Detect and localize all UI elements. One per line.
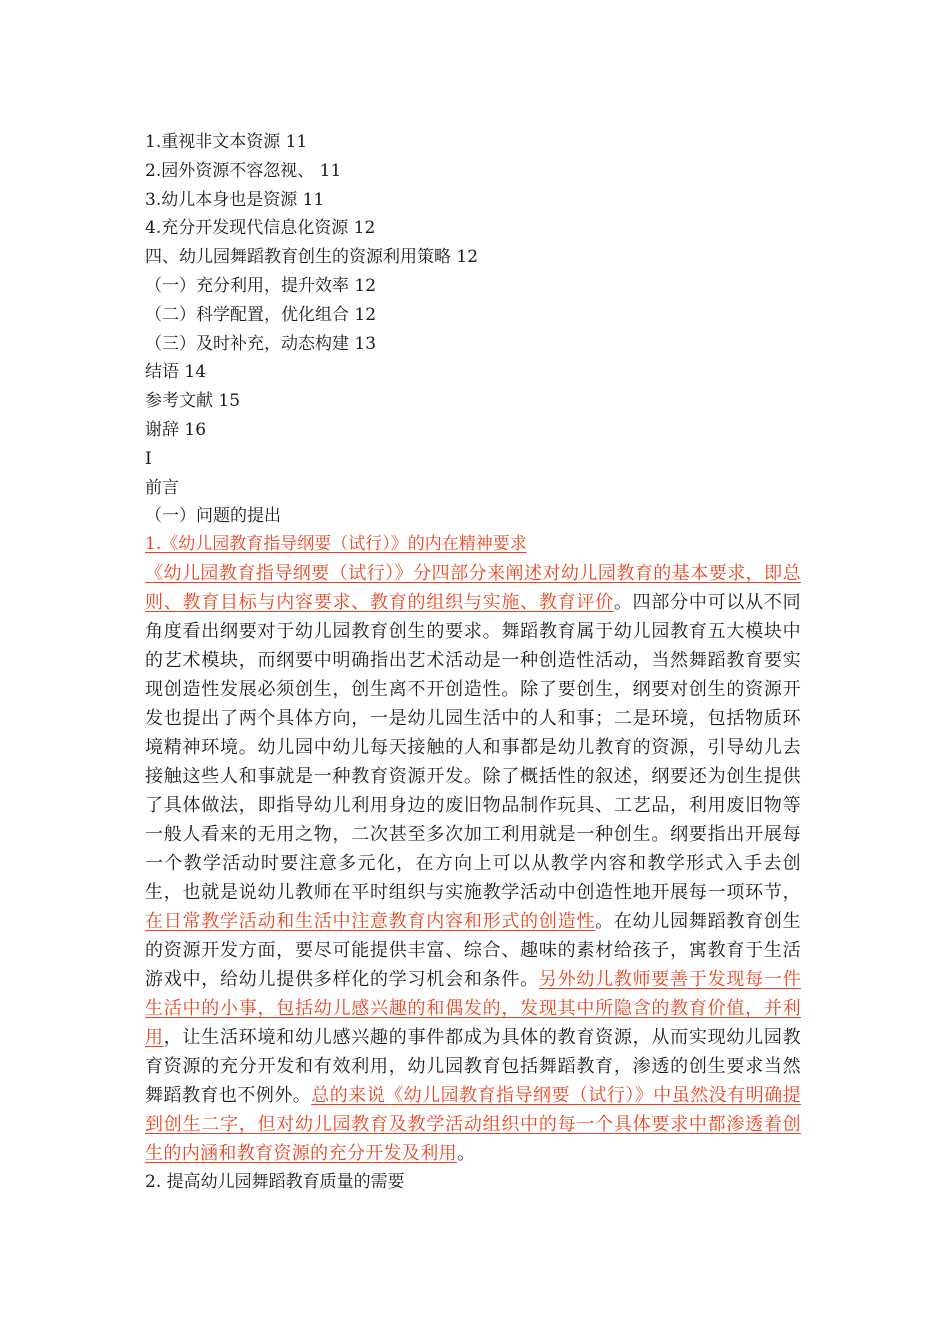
body-text: 。在幼儿园舞蹈教育创生的资源开发方面，要尽可能提供丰富、综合、趣味的素材给孩子，寓教育于生活游戏中，给幼儿提供多样化的学习机会和条件。 <box>145 911 801 990</box>
toc-item: 参考文献 15 <box>145 391 241 412</box>
toc-item: 4.充分开发现代信息化资源 12 <box>145 218 376 239</box>
body-text: 。 <box>456 1143 476 1164</box>
body-text: ，让生活环境和幼儿感兴趣的事件都成为具体的教育资源，从而实现幼儿园教育资源的充分开发和有效利用，幼儿园教育包括舞蹈教育，渗透的创生要求当然舞蹈教育也不例外。 <box>145 1027 801 1106</box>
toc-item: 1.重视非文本资源 11 <box>145 132 308 152</box>
toc-item: （一）充分利用，提升效率 12 <box>145 275 377 296</box>
paragraph <box>145 559 801 1168</box>
highlighted-text: 《幼儿园教育指导纲要（试行）》分四部分来阐述对幼儿园教育的基本要求，即总则、教育目标与内容要求、教育的组织与实施、教育评价 <box>145 563 801 613</box>
toc-item: 3.幼儿本身也是资源 11 <box>145 189 325 210</box>
body-text: 。四部分中可以从不同角度看出纲要对于幼儿园教育创生的要求。舞蹈教育属于幼儿园教育五大模块中的艺术模块，而纲要中明确指出艺术活动是一种创造性活动，当然舞蹈教育要实现创造性发展必须创生，创生离不开创造性。除了要创生，纲要对创生的资源开发也提出了两个具体方向，一是幼儿园生活中的人和事；二是环境，包括物质环境精神环境。幼儿园中幼儿每天接触的人和事都是幼儿教育的资源，引导幼儿去接触这些人和事就是一种教育资源开发。除了概括性的叙述，纲要还为创生提供了具体做法，即指导幼儿利用身边的废旧物品制作玩具、工艺品，利用废旧物等一般人看来的无用之物，二次甚至多次加工利用就是一种创生。纲要指出开展每一个教学活动时要注意多元化，在方向上可以从教学内容和教学形式入手去创生，也就是说幼儿教师在平时组织与实施教学活动中创造性地开展每一项环节， <box>145 592 801 903</box>
toc-item: 结语 14 <box>145 362 207 383</box>
highlighted-text: 总的来说《幼儿园教育指导纲要（试行）》中虽然没有明确提到创生二字，但对幼儿园教育及教学活动组织中的每一个具体要求中都渗透着创生的内涵和教育资源的充分开发及利用 <box>145 1085 801 1164</box>
toc-item: 四、幼儿园舞蹈教育创生的资源利用策略 12 <box>145 247 479 268</box>
page-number-roman: I <box>145 448 152 469</box>
highlighted-text: 另外幼儿教师要善于发现每一件生活中的小事，包括幼儿感兴趣的和偶发的，发现其中所隐含的教育价值，并利用 <box>145 969 801 1048</box>
subsection-heading: 2. 提高幼儿园舞蹈教育质量的需要 <box>145 1172 405 1192</box>
toc-item: （二）科学配置，优化组合 12 <box>145 304 377 325</box>
subsection-heading: 1.《幼儿园教育指导纲要（试行）》的内在精神要求 <box>145 534 527 554</box>
preface-title: 前言 <box>145 477 179 498</box>
section-title: （一）问题的提出 <box>145 506 281 527</box>
highlighted-text: 在日常教学活动和生活中注意教育内容和形式的创造性 <box>145 911 596 932</box>
toc-item: （三）及时补充，动态构建 13 <box>145 333 377 354</box>
toc-item: 2.园外资源不容忽视、 11 <box>145 160 342 181</box>
table-of-contents <box>145 128 845 531</box>
toc-item: 谢辞 16 <box>145 419 207 440</box>
document-body <box>145 530 805 1197</box>
